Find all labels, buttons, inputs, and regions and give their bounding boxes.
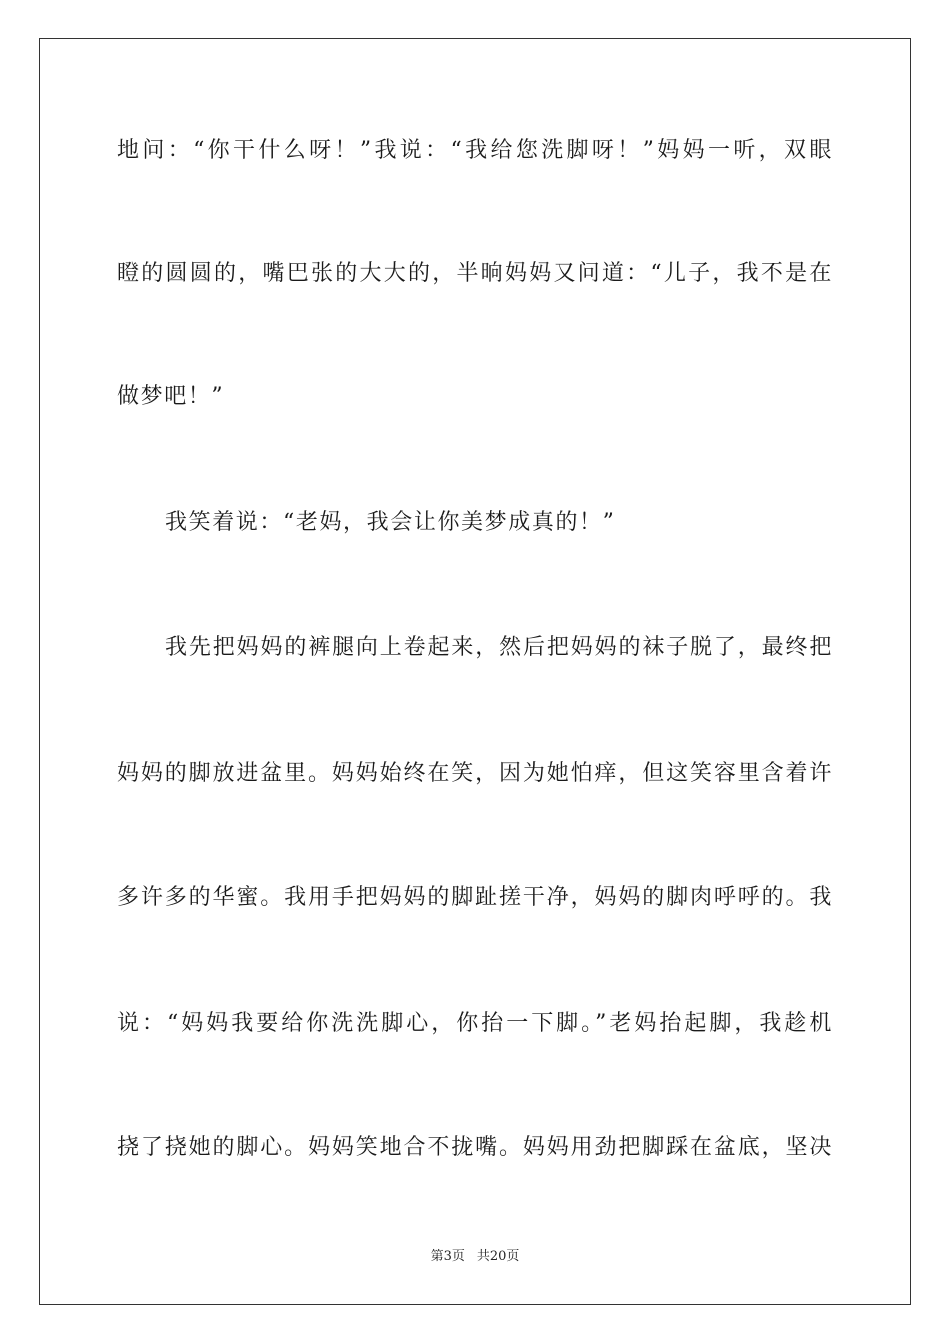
text-line-5: 我先把妈妈的裤腿向上卷起来，然后把妈妈的袜子脱了，最终把 bbox=[165, 635, 833, 660]
page-total: 共20页 bbox=[476, 1249, 520, 1264]
page-number: 第3页 bbox=[430, 1249, 465, 1264]
text-line-2: 瞪的圆圆的，嘴巴张的大大的，半晌妈妈又问道：“儿子，我不是在 bbox=[117, 261, 833, 286]
text-line-8: 说：“妈妈我要给你洗洗脚心，你抬一下脚。”老妈抬起脚，我趁机 bbox=[117, 1011, 833, 1036]
page-footer bbox=[0, 1248, 950, 1266]
text-line-7: 多许多的华蜜。我用手把妈妈的脚趾搓干净，妈妈的脚肉呼呼的。我 bbox=[117, 885, 833, 910]
text-line-4: 我笑着说：“老妈，我会让你美梦成真的！” bbox=[165, 510, 616, 535]
text-line-6: 妈妈的脚放进盆里。妈妈始终在笑，因为她怕痒，但这笑容里含着许 bbox=[117, 761, 833, 786]
text-line-1: 地问：“你干什么呀！”我说：“我给您洗脚呀！”妈妈一听，双眼 bbox=[117, 138, 833, 163]
text-line-9: 挠了挠她的脚心。妈妈笑地合不拢嘴。妈妈用劲把脚踩在盆底，坚决 bbox=[117, 1135, 833, 1160]
text-line-3: 做梦吧！” bbox=[117, 384, 225, 409]
page-border bbox=[39, 38, 911, 1305]
